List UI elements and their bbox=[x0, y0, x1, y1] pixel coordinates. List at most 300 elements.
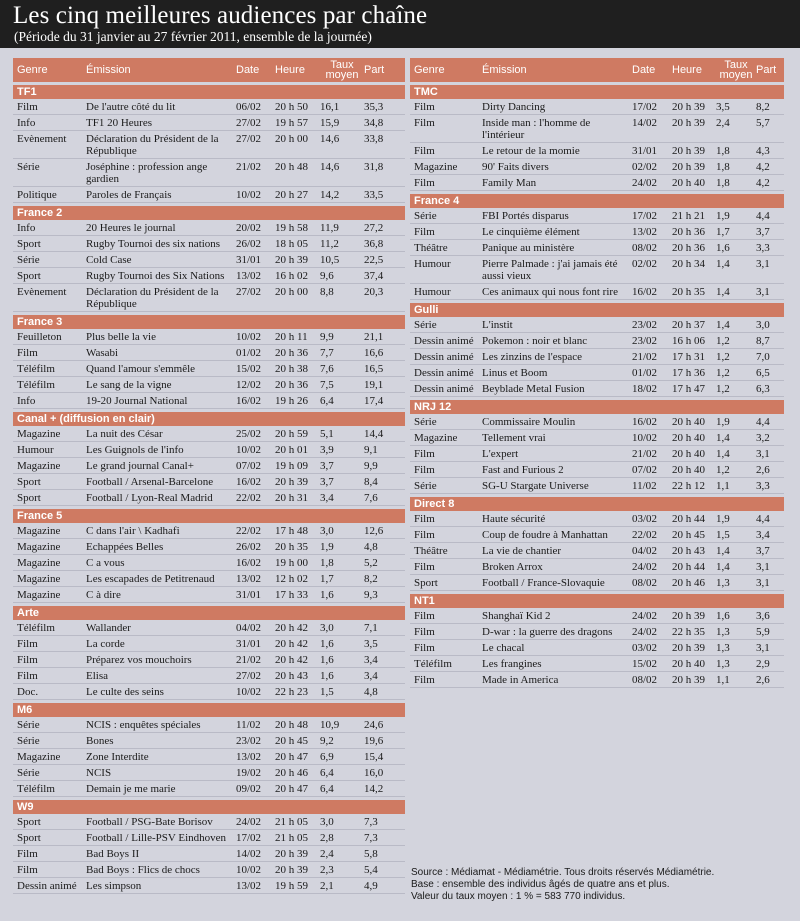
cell-part: 3,2 bbox=[756, 432, 770, 444]
cell-part: 16,0 bbox=[364, 767, 384, 779]
cell-emission: Family Man bbox=[482, 177, 537, 189]
cell-date: 18/02 bbox=[632, 383, 658, 395]
cell-emission: Football / PSG-Bate Borisov bbox=[86, 816, 213, 828]
cell-genre: Film bbox=[414, 145, 435, 157]
cell-genre: Sport bbox=[414, 577, 438, 589]
cell-part: 31,8 bbox=[364, 161, 384, 173]
header-emission: Émission bbox=[86, 64, 131, 76]
cell-heure: 20 h 39 bbox=[672, 117, 705, 129]
cell-genre: Magazine bbox=[17, 557, 61, 569]
cell-heure: 17 h 48 bbox=[275, 525, 308, 537]
cell-part: 20,3 bbox=[364, 286, 384, 298]
channel-section-header: Direct 8 bbox=[410, 497, 784, 511]
cell-emission: La vie de chantier bbox=[482, 545, 562, 557]
cell-emission: La corde bbox=[86, 638, 125, 650]
cell-emission: Les zinzins de l'espace bbox=[482, 351, 583, 363]
cell-heure: 20 h 48 bbox=[275, 161, 308, 173]
table-row bbox=[13, 361, 405, 377]
cell-date: 08/02 bbox=[632, 674, 658, 686]
cell-emission: Paroles de Français bbox=[86, 189, 172, 201]
cell-taux: 1,7 bbox=[320, 573, 334, 585]
cell-part: 12,6 bbox=[364, 525, 384, 537]
cell-date: 17/02 bbox=[236, 832, 262, 844]
cell-date: 25/02 bbox=[236, 428, 262, 440]
cell-genre: Théâtre bbox=[414, 242, 448, 254]
cell-part: 14,2 bbox=[364, 783, 384, 795]
base-line: Base : ensemble des individus âgés de quatre ans et plus. bbox=[411, 879, 670, 890]
table-row bbox=[410, 462, 784, 478]
table-row bbox=[410, 284, 784, 300]
cell-part: 6,5 bbox=[756, 367, 770, 379]
cell-part: 3,0 bbox=[756, 319, 770, 331]
cell-taux: 1,9 bbox=[716, 210, 730, 222]
cell-taux: 7,7 bbox=[320, 347, 334, 359]
cell-taux: 1,1 bbox=[716, 674, 730, 686]
cell-emission: NCIS bbox=[86, 767, 112, 779]
cell-date: 22/02 bbox=[236, 492, 262, 504]
cell-heure: 20 h 40 bbox=[672, 658, 705, 670]
header-genre: Genre bbox=[17, 64, 48, 76]
cell-date: 10/02 bbox=[236, 444, 262, 456]
cell-heure: 20 h 45 bbox=[672, 529, 705, 541]
table-row bbox=[13, 99, 405, 115]
cell-taux: 1,4 bbox=[716, 258, 730, 270]
cell-date: 24/02 bbox=[632, 177, 658, 189]
header-emission: Émission bbox=[482, 64, 527, 76]
cell-emission: Elisa bbox=[86, 670, 108, 682]
cell-emission: Rugby Tournoi des six nations bbox=[86, 238, 221, 250]
cell-date: 10/02 bbox=[236, 864, 262, 876]
table-row bbox=[13, 236, 405, 252]
table-row bbox=[13, 131, 405, 159]
cell-date: 03/02 bbox=[632, 642, 658, 654]
cell-part: 3,4 bbox=[364, 654, 378, 666]
cell-emission: D-war : la guerre des dragons bbox=[482, 626, 613, 638]
cell-date: 20/02 bbox=[236, 222, 262, 234]
header-part: Part bbox=[756, 64, 777, 76]
cell-emission: Broken Arrox bbox=[482, 561, 543, 573]
cell-taux: 1,2 bbox=[716, 464, 730, 476]
cell-taux: 1,1 bbox=[716, 480, 730, 492]
cell-part: 5,8 bbox=[364, 848, 378, 860]
page-title: Les cinq meilleures audiences par chaîne bbox=[13, 2, 428, 29]
cell-part: 7,1 bbox=[364, 622, 378, 634]
table-row bbox=[13, 668, 405, 684]
cell-emission: Demain je me marie bbox=[86, 783, 176, 795]
cell-date: 01/02 bbox=[236, 347, 262, 359]
cell-genre: Film bbox=[414, 177, 435, 189]
cell-part: 9,3 bbox=[364, 589, 378, 601]
table-row bbox=[410, 511, 784, 527]
cell-genre: Humour bbox=[414, 258, 451, 270]
cell-genre: Sport bbox=[17, 476, 41, 488]
cell-part: 2,9 bbox=[756, 658, 770, 670]
table-row bbox=[13, 220, 405, 236]
page-header bbox=[0, 0, 800, 48]
table-row bbox=[410, 640, 784, 656]
cell-part: 22,5 bbox=[364, 254, 384, 266]
cell-heure: 20 h 39 bbox=[275, 254, 308, 266]
cell-heure: 20 h 40 bbox=[672, 416, 705, 428]
cell-date: 23/02 bbox=[632, 319, 658, 331]
right-table bbox=[410, 58, 784, 688]
cell-genre: Téléfilm bbox=[17, 622, 55, 634]
cell-genre: Film bbox=[414, 561, 435, 573]
cell-genre: Film bbox=[17, 670, 38, 682]
cell-heure: 17 h 31 bbox=[672, 351, 705, 363]
cell-date: 02/02 bbox=[632, 161, 658, 173]
cell-heure: 20 h 36 bbox=[275, 379, 308, 391]
header-taux bbox=[716, 60, 756, 80]
cell-heure: 20 h 45 bbox=[275, 735, 308, 747]
cell-date: 16/02 bbox=[236, 557, 262, 569]
cell-emission: Shanghaï Kid 2 bbox=[482, 610, 551, 622]
cell-heure: 20 h 39 bbox=[672, 642, 705, 654]
cell-heure: 20 h 40 bbox=[672, 448, 705, 460]
page-subtitle: (Période du 31 janvier au 27 février 2011, ensemble de la journée) bbox=[14, 29, 372, 44]
cell-date: 06/02 bbox=[236, 101, 262, 113]
cell-genre: Film bbox=[414, 226, 435, 238]
table-row bbox=[410, 559, 784, 575]
table-row bbox=[410, 256, 784, 284]
cell-emission: SG-U Stargate Universe bbox=[482, 480, 589, 492]
channel-section-header: TF1 bbox=[13, 85, 405, 99]
table-row bbox=[13, 749, 405, 765]
cell-date: 16/02 bbox=[632, 286, 658, 298]
cell-heure: 20 h 42 bbox=[275, 638, 308, 650]
cell-taux: 1,6 bbox=[320, 654, 334, 666]
cell-genre: Téléfilm bbox=[17, 363, 55, 375]
cell-date: 10/02 bbox=[236, 331, 262, 343]
cell-heure: 20 h 36 bbox=[275, 347, 308, 359]
cell-heure: 20 h 35 bbox=[672, 286, 705, 298]
cell-emission: Commissaire Moulin bbox=[482, 416, 576, 428]
cell-heure: 20 h 46 bbox=[275, 767, 308, 779]
cell-genre: Humour bbox=[414, 286, 451, 298]
cell-part: 3,1 bbox=[756, 561, 770, 573]
cell-genre: Film bbox=[414, 642, 435, 654]
cell-emission: Inside man : l'homme de l'intérieur bbox=[482, 117, 591, 141]
cell-heure: 19 h 26 bbox=[275, 395, 308, 407]
cell-heure: 20 h 39 bbox=[672, 610, 705, 622]
cell-genre: Série bbox=[17, 161, 40, 173]
cell-date: 01/02 bbox=[632, 367, 658, 379]
table-row bbox=[13, 458, 405, 474]
cell-genre: Théâtre bbox=[414, 545, 448, 557]
cell-date: 12/02 bbox=[236, 379, 262, 391]
channel-section-header: NT1 bbox=[410, 594, 784, 608]
cell-heure: 18 h 05 bbox=[275, 238, 308, 250]
cell-part: 3,5 bbox=[364, 638, 378, 650]
cell-date: 07/02 bbox=[632, 464, 658, 476]
table-row bbox=[13, 846, 405, 862]
channel-section-header: Arte bbox=[13, 606, 405, 620]
cell-part: 8,2 bbox=[364, 573, 378, 585]
cell-part: 9,9 bbox=[364, 460, 378, 472]
cell-genre: Téléfilm bbox=[17, 379, 55, 391]
cell-part: 24,6 bbox=[364, 719, 384, 731]
cell-emission: Le chacal bbox=[482, 642, 525, 654]
cell-taux: 10,9 bbox=[320, 719, 340, 731]
cell-part: 7,3 bbox=[364, 832, 378, 844]
cell-emission: C dans l'air \ Kadhafi bbox=[86, 525, 180, 537]
cell-taux: 1,8 bbox=[716, 177, 730, 189]
cell-date: 03/02 bbox=[632, 513, 658, 525]
cell-heure: 20 h 42 bbox=[275, 654, 308, 666]
cell-taux: 1,6 bbox=[320, 670, 334, 682]
cell-genre: Série bbox=[17, 719, 40, 731]
cell-genre: Film bbox=[17, 864, 38, 876]
cell-emission: Dirty Dancing bbox=[482, 101, 546, 113]
cell-genre: Film bbox=[414, 117, 435, 129]
cell-part: 3,4 bbox=[756, 529, 770, 541]
cell-emission: Football / Arsenal-Barcelone bbox=[86, 476, 214, 488]
channel-section-header: Gulli bbox=[410, 303, 784, 317]
cell-heure: 20 h 39 bbox=[672, 101, 705, 113]
channel-section-header: France 2 bbox=[13, 206, 405, 220]
cell-taux: 14,2 bbox=[320, 189, 340, 201]
cell-taux: 14,6 bbox=[320, 161, 340, 173]
cell-taux: 1,4 bbox=[716, 432, 730, 444]
header-taux bbox=[320, 60, 364, 80]
header-taux-line2: moyen bbox=[325, 69, 359, 81]
cell-date: 21/02 bbox=[632, 448, 658, 460]
channel-section-header: France 3 bbox=[13, 315, 405, 329]
cell-emission: Le cinquième élément bbox=[482, 226, 580, 238]
channel-section-header: NRJ 12 bbox=[410, 400, 784, 414]
cell-part: 3,3 bbox=[756, 480, 770, 492]
cell-taux: 1,3 bbox=[716, 658, 730, 670]
cell-part: 4,9 bbox=[364, 880, 378, 892]
header-date: Date bbox=[632, 64, 656, 76]
cell-emission: Les escapades de Petitrenaud bbox=[86, 573, 215, 585]
cell-taux: 1,5 bbox=[320, 686, 334, 698]
cell-taux: 1,7 bbox=[716, 226, 730, 238]
table-row bbox=[13, 393, 405, 409]
cell-taux: 1,3 bbox=[716, 626, 730, 638]
table-row bbox=[410, 159, 784, 175]
cell-date: 16/02 bbox=[236, 476, 262, 488]
cell-taux: 7,6 bbox=[320, 363, 334, 375]
cell-emission: 90' Faits divers bbox=[482, 161, 549, 173]
cell-date: 16/02 bbox=[632, 416, 658, 428]
cell-date: 10/02 bbox=[236, 686, 262, 698]
header-heure: Heure bbox=[275, 64, 305, 76]
cell-taux: 2,8 bbox=[320, 832, 334, 844]
cell-emission: Football / Lyon-Real Madrid bbox=[86, 492, 213, 504]
cell-taux: 14,6 bbox=[320, 133, 340, 145]
cell-taux: 9,6 bbox=[320, 270, 334, 282]
cell-taux: 8,8 bbox=[320, 286, 334, 298]
cell-emission: Bad Boys : Flics de chocs bbox=[86, 864, 200, 876]
cell-date: 14/02 bbox=[236, 848, 262, 860]
cell-part: 3,3 bbox=[756, 242, 770, 254]
cell-heure: 20 h 46 bbox=[672, 577, 705, 589]
cell-part: 4,4 bbox=[756, 416, 770, 428]
table-header bbox=[13, 58, 405, 82]
table-row bbox=[13, 830, 405, 846]
cell-part: 33,8 bbox=[364, 133, 384, 145]
table-row bbox=[13, 523, 405, 539]
cell-date: 26/02 bbox=[236, 541, 262, 553]
cell-emission: C a vous bbox=[86, 557, 125, 569]
cell-genre: Magazine bbox=[17, 751, 61, 763]
cell-date: 15/02 bbox=[236, 363, 262, 375]
cell-emission: Déclaration du Président de la République bbox=[86, 133, 219, 157]
cell-date: 11/02 bbox=[632, 480, 657, 492]
cell-emission: Panique au ministère bbox=[482, 242, 575, 254]
cell-taux: 1,5 bbox=[716, 529, 730, 541]
cell-genre: Série bbox=[414, 210, 437, 222]
cell-emission: Quand l'amour s'emmêle bbox=[86, 363, 196, 375]
cell-part: 27,2 bbox=[364, 222, 384, 234]
table-row bbox=[13, 329, 405, 345]
cell-genre: Sport bbox=[17, 270, 41, 282]
cell-genre: Série bbox=[414, 416, 437, 428]
cell-heure: 20 h 44 bbox=[672, 561, 705, 573]
cell-emission: Les frangines bbox=[482, 658, 542, 670]
cell-taux: 1,6 bbox=[716, 242, 730, 254]
cell-part: 36,8 bbox=[364, 238, 384, 250]
cell-heure: 20 h 47 bbox=[275, 751, 308, 763]
cell-heure: 17 h 47 bbox=[672, 383, 705, 395]
header-taux-line1: Taux bbox=[724, 59, 748, 71]
cell-genre: Série bbox=[414, 319, 437, 331]
table-row bbox=[13, 733, 405, 749]
cell-genre: Série bbox=[414, 480, 437, 492]
cell-part: 21,1 bbox=[364, 331, 384, 343]
cell-heure: 20 h 48 bbox=[275, 719, 308, 731]
cell-genre: Film bbox=[414, 513, 435, 525]
cell-genre: Info bbox=[17, 117, 36, 129]
table-row bbox=[410, 208, 784, 224]
cell-taux: 1,6 bbox=[716, 610, 730, 622]
cell-date: 14/02 bbox=[632, 117, 658, 129]
cell-genre: Dessin animé bbox=[414, 335, 474, 347]
cell-part: 37,4 bbox=[364, 270, 384, 282]
cell-emission: Echappées Belles bbox=[86, 541, 164, 553]
cell-taux: 1,4 bbox=[716, 286, 730, 298]
cell-heure: 17 h 36 bbox=[672, 367, 705, 379]
cell-part: 3,6 bbox=[756, 610, 770, 622]
cell-emission: TF1 20 Heures bbox=[86, 117, 152, 129]
table-row bbox=[410, 608, 784, 624]
cell-taux: 1,8 bbox=[320, 557, 334, 569]
cell-part: 4,4 bbox=[756, 513, 770, 525]
cell-taux: 7,5 bbox=[320, 379, 334, 391]
cell-part: 4,2 bbox=[756, 161, 770, 173]
cell-part: 5,7 bbox=[756, 117, 770, 129]
cell-emission: Tellement vrai bbox=[482, 432, 546, 444]
cell-emission: Beyblade Metal Fusion bbox=[482, 383, 585, 395]
cell-date: 21/02 bbox=[632, 351, 658, 363]
cell-genre: Film bbox=[17, 848, 38, 860]
cell-date: 31/01 bbox=[236, 254, 262, 266]
cell-genre: Film bbox=[414, 448, 435, 460]
cell-heure: 17 h 33 bbox=[275, 589, 308, 601]
cell-genre: Dessin animé bbox=[17, 880, 77, 892]
cell-heure: 20 h 31 bbox=[275, 492, 308, 504]
cell-part: 14,4 bbox=[364, 428, 384, 440]
cell-emission: L'expert bbox=[482, 448, 519, 460]
cell-genre: Film bbox=[17, 101, 38, 113]
cell-date: 23/02 bbox=[632, 335, 658, 347]
cell-taux: 6,4 bbox=[320, 767, 334, 779]
cell-taux: 1,2 bbox=[716, 335, 730, 347]
cell-taux: 16,1 bbox=[320, 101, 340, 113]
cell-genre: Politique bbox=[17, 189, 57, 201]
cell-part: 9,1 bbox=[364, 444, 378, 456]
cell-emission: Le sang de la vigne bbox=[86, 379, 172, 391]
cell-heure: 19 h 59 bbox=[275, 880, 308, 892]
cell-taux: 1,6 bbox=[320, 589, 334, 601]
cell-part: 4,4 bbox=[756, 210, 770, 222]
cell-part: 2,6 bbox=[756, 464, 770, 476]
cell-taux: 2,3 bbox=[320, 864, 334, 876]
cell-genre: Feuilleton bbox=[17, 331, 62, 343]
cell-taux: 6,9 bbox=[320, 751, 334, 763]
table-row bbox=[13, 187, 405, 203]
cell-part: 3,1 bbox=[756, 577, 770, 589]
table-row bbox=[13, 814, 405, 830]
cell-emission: 19-20 Journal National bbox=[86, 395, 188, 407]
cell-genre: Info bbox=[17, 222, 36, 234]
cell-taux: 3,7 bbox=[320, 460, 334, 472]
cell-emission: Les Guignols de l'info bbox=[86, 444, 184, 456]
table-row bbox=[410, 543, 784, 559]
source-line: Source : Médiamat - Médiamétrie. Tous droits réservés Médiamétrie. bbox=[411, 867, 715, 878]
cell-heure: 20 h 01 bbox=[275, 444, 308, 456]
cell-taux: 3,5 bbox=[716, 101, 730, 113]
cell-emission: Le culte des seins bbox=[86, 686, 164, 698]
table-row bbox=[13, 345, 405, 361]
cell-heure: 20 h 34 bbox=[672, 258, 705, 270]
cell-taux: 2,4 bbox=[320, 848, 334, 860]
cell-date: 27/02 bbox=[236, 133, 262, 145]
cell-emission: Football / France-Slovaquie bbox=[482, 577, 605, 589]
cell-taux: 1,9 bbox=[320, 541, 334, 553]
cell-part: 3,4 bbox=[364, 670, 378, 682]
cell-taux: 11,2 bbox=[320, 238, 339, 250]
cell-genre: Téléfilm bbox=[414, 658, 452, 670]
cell-heure: 20 h 39 bbox=[275, 864, 308, 876]
cell-genre: Série bbox=[17, 735, 40, 747]
cell-date: 08/02 bbox=[632, 577, 658, 589]
cell-date: 27/02 bbox=[236, 117, 262, 129]
table-row bbox=[410, 446, 784, 462]
cell-genre: Magazine bbox=[17, 541, 61, 553]
cell-taux: 3,0 bbox=[320, 622, 334, 634]
cell-heure: 20 h 40 bbox=[672, 464, 705, 476]
cell-heure: 16 h 02 bbox=[275, 270, 308, 282]
table-row bbox=[13, 765, 405, 781]
cell-heure: 20 h 39 bbox=[672, 161, 705, 173]
cell-heure: 22 h 35 bbox=[672, 626, 705, 638]
cell-part: 19,1 bbox=[364, 379, 384, 391]
cell-date: 19/02 bbox=[236, 767, 262, 779]
cell-heure: 20 h 39 bbox=[275, 848, 308, 860]
cell-date: 13/02 bbox=[236, 751, 262, 763]
table-row bbox=[410, 430, 784, 446]
table-row bbox=[410, 624, 784, 640]
cell-genre: Sport bbox=[17, 832, 41, 844]
cell-date: 04/02 bbox=[632, 545, 658, 557]
cell-heure: 20 h 44 bbox=[672, 513, 705, 525]
cell-emission: 20 Heures le journal bbox=[86, 222, 176, 234]
taux-value-line: Valeur du taux moyen : 1 % = 583 770 individus. bbox=[411, 891, 626, 902]
cell-part: 19,6 bbox=[364, 735, 384, 747]
cell-part: 3,1 bbox=[756, 642, 770, 654]
